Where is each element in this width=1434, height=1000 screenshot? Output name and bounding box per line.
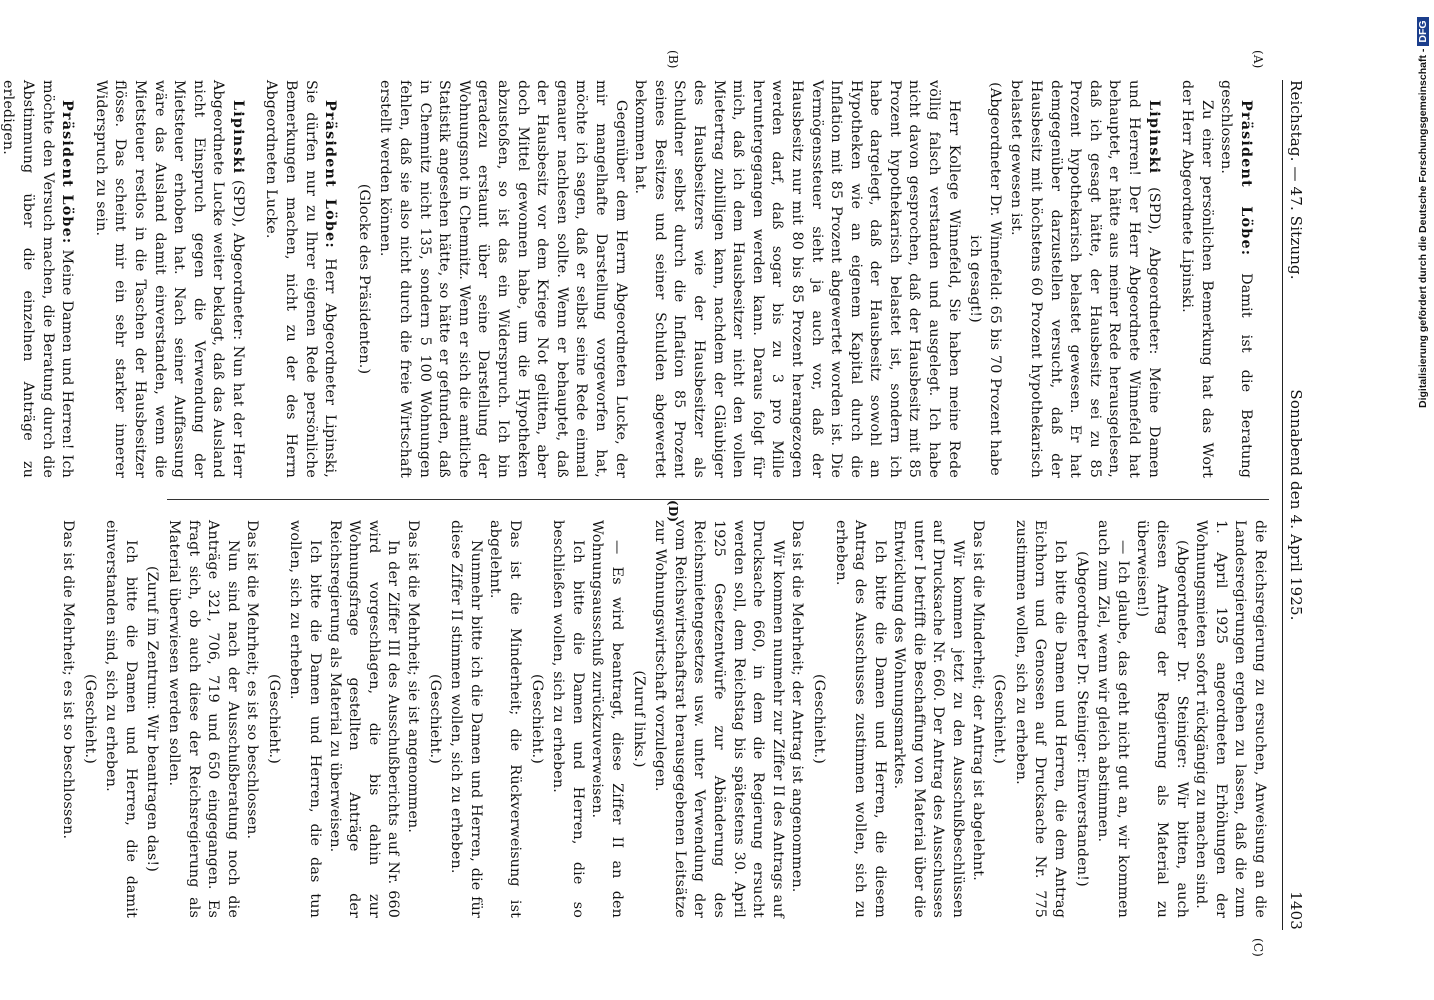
- paragraph-text: (Abgeordneter Dr. Steiniger: Wir bitten, auch diesen Antrag der Regierung als Material zu überweisen!): [1134, 520, 1190, 918]
- paragraph: [650, 520, 787, 918]
- interjection: (Abgeordneter Dr. Steiniger: Einverstanden!): [1073, 551, 1090, 887]
- interjection: (Glocke des Präsidenten.): [355, 183, 372, 375]
- paragraph: Das ist die Mehrheit; der Antrag ist angenommen.: [789, 520, 806, 893]
- paragraph: Das ist die Mehrheit; es ist so beschlossen.: [244, 520, 261, 840]
- paragraph-text: Ich bitte die Damen und Herren, die dem Antrag Eichhorn und Genossen auf Drucksache Nr. 775 zustimmen wollen, sich zu erheben.: [1012, 520, 1069, 918]
- speaker-name: Lipinski: [1145, 100, 1162, 175]
- interjection: (Geschieht.): [991, 674, 1008, 764]
- paragraph-text: (SPD), Abgeordneter: Meine Damen und Herren! Der Herr Abgeordnete Winnefeld hat behauptet, er hätte aus meiner Rede herausgelesen, daß ich gesagt hätte, der Hausbesitz sei zu 85 Prozent hypothekarisch belastet gewesen. Er hat demgegenüber darzustellen versucht, daß der Hausbesitz mit höchstens 60 Prozent hypothekarisch belastet gewesen ist.: [1008, 80, 1162, 478]
- paragraph-text: Meine Damen und Herren! Ich möchte den Versuch machen, die Beratung durch die Abstimmung über die einzelnen Anträge zu erledigen.: [0, 80, 76, 478]
- paragraph-text: Nun sind nach der Ausschußberatung noch die Anträge 321, 706, 719 und 650 eingegangen. Es fragt sich, ob auch diese der Reichsregierung als Material überwiesen werden sollen.: [165, 520, 241, 918]
- paragraph: [285, 520, 324, 918]
- paragraph-text: Herr Abgeordneter Lipinski, Sie dürfen nur zu Ihrer eigenen Rede persönliche Bemerkungen machen, nicht zu der des Herrn Abgeordneten Lucke.: [263, 80, 339, 478]
- dfg-logo: DFG: [1417, 17, 1429, 45]
- column-divider: [167, 499, 1269, 500]
- paragraph: [889, 520, 967, 918]
- paragraph: [1132, 520, 1191, 918]
- interjection: (Zuruf links.): [630, 670, 647, 768]
- paragraph-text: Gegenüber dem Herrn Abgeordneten Lucke, der mir mangelhafte Darstellung vorgeworfen hat, möchte ich sagen, daß er selbst seine Rede einmal genauer nachlesen sollte. Wenn er behauptet, daß der Hausbesitz vor dem Kriege Not gelitten, aber doch Mittel gewonnen habe, um die Hypotheken abzustoßen, so ist das ein Widerspruch. Ich bin geradezu erstaunt über seine Darstellung der Wohnungsnot in Chemnitz. Wenn er sich die amtliche Statistik angesehen hätte, so hätte er gefunden, daß in Chemnitz nicht 135, sondern 5 100 Wohnungen fehlen, daß sie also nicht durch die freie Wirtschaft erstellt werden können.: [377, 80, 629, 478]
- interjection: (Geschieht.): [426, 674, 443, 764]
- paragraph-text: In der Ziffer III des Ausschußberichts auf Nr. 660 wird vorgeschlagen, die bis dahin zur Wohnungsfrage gestellten Anträge der Reichsregierung als Material zu überweisen.: [326, 520, 402, 918]
- speaker-name: Lipinski: [229, 100, 246, 175]
- paragraph-text: Herr Kollege Winnefeld, Sie haben meine Rede völlig falsch verstanden und ausgelegt. Ich habe nicht davon gesprochen, daß der Hausbesitz mit 85 Prozent hypothekarisch belastet ist, sondern ich habe dargelegt, daß der Hausbesitz sowohl an Hypotheken wie an eigenem Kapital durch die Inflation mit 85 Prozent abgewertet worden ist. Die Vermögenssteuer sieht ja auch vor, daß der Hausbesitz nur mit 80 bis 85 Prozent herangezogen werden darf, daß sogar bis zu 3 pro Mille heruntergegangen werden kann. Daraus folgt für mich, daß ich dem Hausbesitzer nicht den vollen Mietertrag zubilligen kann, nachdem der Gläubiger des Hausbesitzers wie der Hausbesitzer als Schuldner selbst durch die Inflation 85 Prozent seines Besitzes und seiner Schulden abgewertet bekommen hat.: [632, 80, 962, 478]
- paragraph-text: — Ich glaube, das geht nicht gut an, wir kommen auch zum Ziel, wenn wir gleich abstimmen.: [1095, 520, 1131, 918]
- paragraph: [587, 520, 626, 918]
- paragraph: [101, 520, 140, 918]
- margin-marker-c: (C): [1251, 938, 1265, 957]
- paragraph-text: Ich bitte die Damen und Herren, die das tun wollen, sich zu erheben.: [287, 520, 324, 918]
- paragraph-text: Ich bitte die Damen und Herren, die diesem Antrag des Ausschusses zustimmen wollen, sich zu erheben.: [832, 520, 888, 918]
- speech-paragraph: [1216, 80, 1255, 478]
- paragraph: Das ist die Minderheit; die Rückverweisung ist abgelehnt.: [487, 520, 524, 918]
- speaker-name: Präsident Löbe:: [1238, 100, 1254, 257]
- paragraph: [1010, 520, 1069, 918]
- paragraph: [446, 520, 485, 918]
- interjection: (Geschieht.): [81, 674, 98, 764]
- paragraph: [1177, 80, 1216, 478]
- paragraph: Das ist die Mehrheit; es ist so beschlossen.: [59, 520, 76, 840]
- header-left: Reichstag. — 47. Sitzung.: [1287, 80, 1305, 280]
- paragraph-text: — Es wird beantragt, diese Ziffer II an den Wohnungsausschuß zurückzuverweisen.: [589, 520, 625, 918]
- paragraph: [375, 80, 630, 478]
- paragraph-text: Ich bitte die Damen und Herren, die so beschließen wollen, sich zu erheben.: [550, 520, 586, 918]
- interjection: (Abgeordneter Dr. Winnefeld: 65 bis 70 Prozent habe ich gesagt!): [967, 82, 1003, 476]
- speech-paragraph: [261, 80, 339, 478]
- page-header: [1282, 80, 1307, 930]
- document-page: [0, 50, 1307, 957]
- paragraph: Das ist die Mehrheit; sie ist angenommen.: [405, 520, 422, 834]
- speaker-name: Präsident Löbe:: [59, 100, 76, 245]
- speech-paragraph: [0, 80, 76, 478]
- paragraph-text: Nunmehr bitte ich die Damen und Herren, die für diese Ziffer II stimmen wollen, sich zu erheben.: [448, 520, 484, 918]
- paragraph: [830, 520, 889, 918]
- interjection: (Geschieht.): [265, 674, 282, 764]
- speech-paragraph: [1006, 80, 1163, 478]
- paragraph-text: (SPD), Abgeordneter: Nun hat der Herr Abgeordnete Lucke weiter beklagt, daß das Ausland nicht Einspruch gegen die Verwendung der Mietsteuer erhoben hat. Nach seiner Auffassung wäre das Ausland damit einverstanden, wenn die Mietsteuer restlos in die Taschen der Hausbesitzer flösse. Das scheint mir ein sehr starker innerer Widerspruch zu sein.: [92, 80, 246, 478]
- header-date: Sonnabend den 4. April 1925.: [1287, 389, 1305, 621]
- digitization-note: [1417, 8, 1434, 408]
- paragraph-text: Wir kommen jetzt zu den Ausschußbeschlüssen auf Drucksache Nr. 660. Der Antrag des Ausschusses unter I betrifft die Beschaffung von Material über die Entwicklung des Wohnungsmarktes.: [891, 520, 967, 918]
- interjection: (Zuruf im Zentrum: Wir beantragen das!): [144, 566, 161, 872]
- paragraph-text: Damit ist die Beratung geschlossen.: [1218, 80, 1254, 478]
- paragraph: die Reichsregierung zu ersuchen, Anweisung an die Landesregierungen ergehen zu lassen, daß die zum 1. April 1925 angeordneten Erhöhungen der Wohnungsmieten sofort rückgängig zu machen sind.: [1193, 520, 1268, 918]
- page-number: 1403: [1287, 891, 1305, 930]
- speech-paragraph: [90, 80, 247, 478]
- paragraph: [163, 520, 241, 918]
- paragraph: [1093, 520, 1132, 918]
- paragraph: [630, 80, 963, 478]
- paragraph: Das ist die Minderheit; der Antrag ist abgelehnt.: [969, 520, 986, 881]
- digitization-text: Digitalisierung gefördert durch die Deutsche Forschungsgemeinschaft -: [1417, 48, 1429, 408]
- speaker-name: Präsident Löbe:: [322, 100, 339, 249]
- interjection: (Geschieht.): [810, 674, 827, 764]
- paragraph: [548, 520, 587, 918]
- interjection: (Geschieht.): [528, 674, 545, 764]
- paragraph-text: Zu einer persönlichen Bemerkung hat das Wort der Herr Abgeordnete Lipinski.: [1179, 80, 1215, 478]
- paragraph: [324, 520, 402, 918]
- left-column: [0, 80, 1269, 478]
- paragraph-text: Wir kommen nunmehr zur Ziffer II des Antrags auf Drucksache 660, in dem die Regierung ersucht werden soll, dem Reichstag bis spätestens 30. April 1925 Gesetzentwürfe zur Abänderung des Reichsmietengesetzes usw. unter Verwendung der vom Reichswirtschaftsrat herausgegebenen Leitsätze zur Wohnungswirtschaft vorzulegen.: [652, 520, 786, 918]
- margin-marker-d: (D): [666, 500, 680, 523]
- paragraph-text: Ich bitte die Damen und Herren, die damit einverstanden sind, sich zu erheben.: [103, 520, 139, 918]
- margin-marker-b: (B): [666, 50, 680, 69]
- right-column: [59, 520, 1269, 918]
- margin-marker-a: (A): [1251, 50, 1265, 69]
